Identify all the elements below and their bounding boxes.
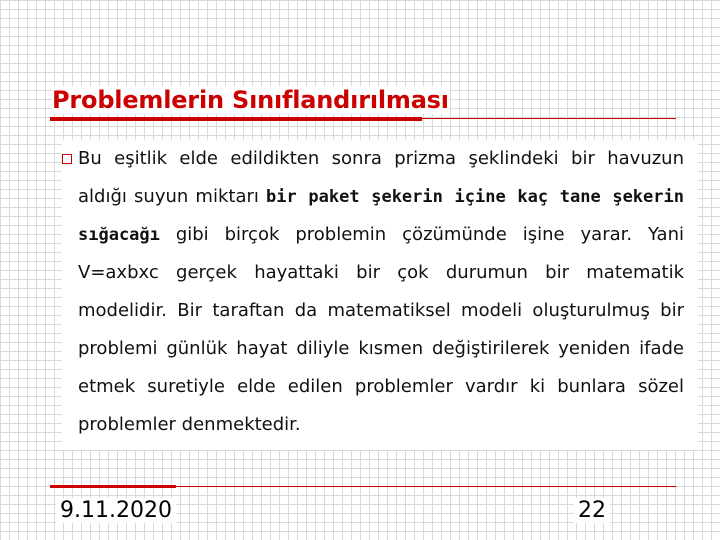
square-bullet-icon [62,154,72,164]
body-text-after: gibi birçok problemin çözümünde işine yarar. Yani V=axbxc gerçek hayattaki bir çok durumun bir matematik modelidir. Bir taraftan da matematiksel modeli oluşturulmuş bir problemi günlük hayat diliyle kısmen değiştirilerek yeniden ifade etmek suretiyle elde edilen problemler vardır ki bunlara sözel problemler denmektedir. [78,224,684,435]
content-area [62,140,698,450]
title-underline-thick [50,117,422,121]
title-underline-thin [422,118,676,119]
footer-date: 9.11.2020 [56,498,176,523]
slide-title: Problemlerin Sınıflandırılması [52,86,449,114]
body-text-before: Bu eşitlik elde edildikten sonra prizma şeklindeki bir havuzun aldığı suyun miktarı [78,148,684,207]
body-paragraph [78,140,684,444]
body-bold-phrase: bir paket şekerin içine kaç tane şekerin sığacağı [78,187,684,245]
page-number: 22 [574,498,610,523]
footer-rule-thin [176,486,676,487]
footer-rule-thick [50,485,176,488]
